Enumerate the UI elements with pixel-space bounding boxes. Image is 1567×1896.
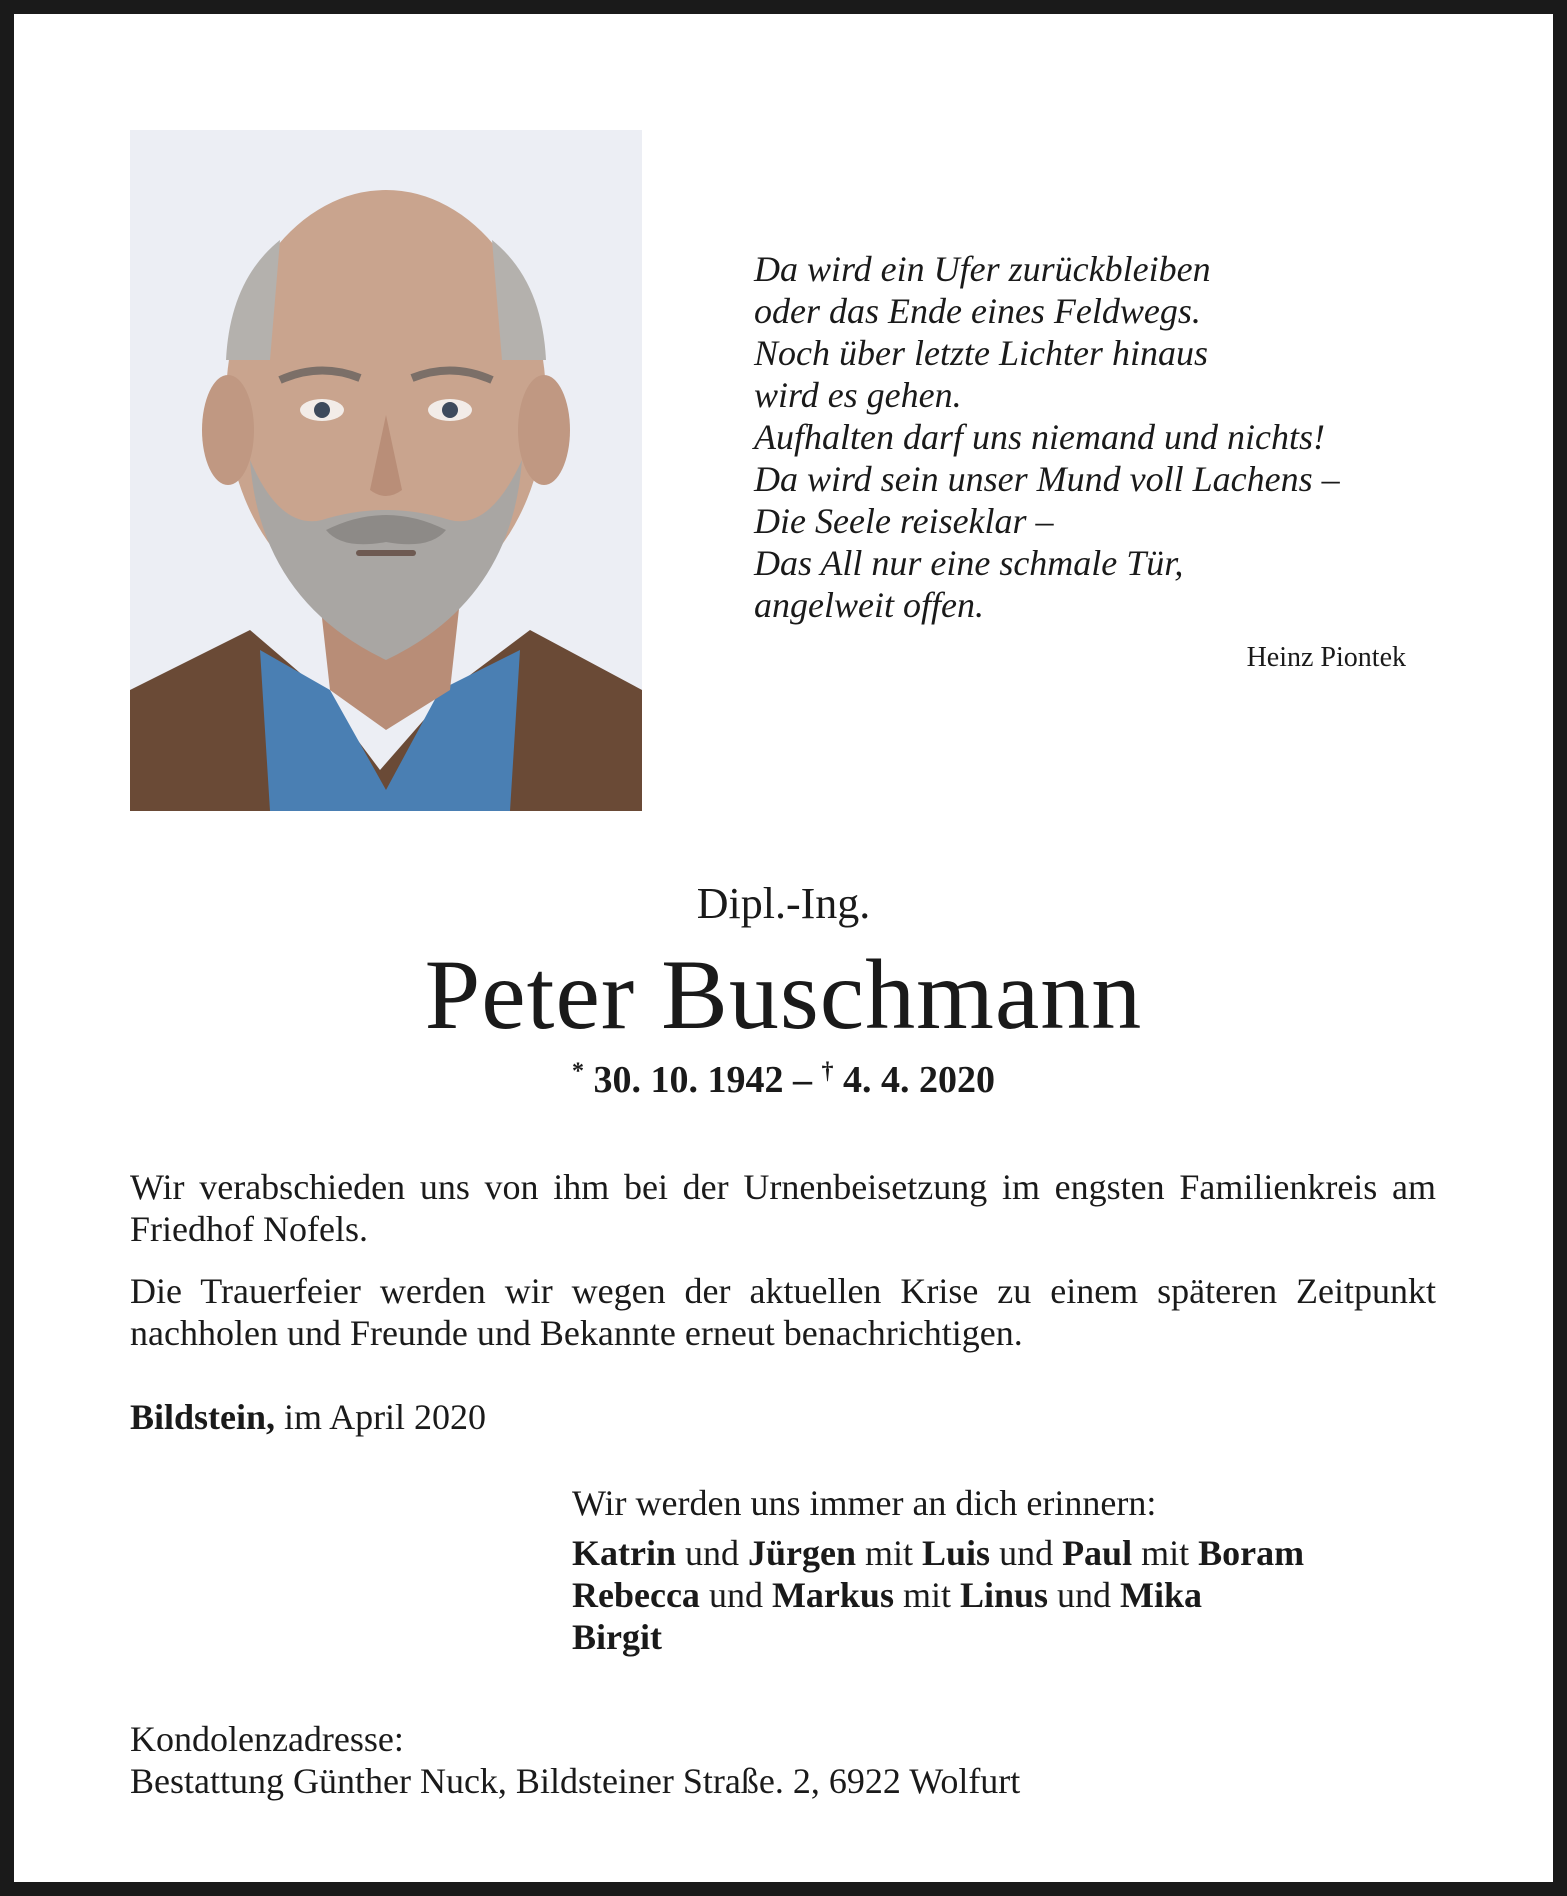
family-row — [572, 1532, 1452, 1574]
poem — [754, 248, 1454, 626]
address-label: Kondolenzadresse: — [130, 1719, 404, 1759]
birth-symbol: * — [572, 1058, 584, 1085]
place-date — [130, 1396, 486, 1438]
academic-title: Dipl.-Ing. — [696, 879, 871, 928]
burial-paragraph: Wir verabschieden uns von ihm bei der Urnenbeisetzung im engsten Familienkreis am Friedhof Nofels. — [130, 1167, 1436, 1249]
conjunction: mit — [856, 1533, 923, 1573]
poem-line: Das All nur eine schmale Tür, — [754, 543, 1184, 583]
poem-line: angelweit offen. — [754, 585, 984, 625]
conjunction: mit — [1132, 1533, 1199, 1573]
family-member: Rebecca — [572, 1575, 700, 1615]
poem-author: Heinz Piontek — [1246, 642, 1406, 673]
place-name: Bildstein, — [130, 1397, 276, 1437]
family-member: Birgit — [572, 1617, 662, 1657]
poem-line: Noch über letzte Lichter hinaus — [754, 333, 1208, 373]
date-separator: – — [793, 1059, 812, 1101]
family-member: Linus — [959, 1575, 1049, 1615]
memorial-paragraph: Die Trauerfeier werden wir wegen der aktuellen Krise zu einem späteren Zeitpunkt nachholen und Freunde und Bekannte erneut benachrichtigen. — [130, 1271, 1436, 1353]
address-line: Bestattung Günther Nuck, Bildsteiner Straße. 2, 6922 Wolfurt — [130, 1761, 1021, 1801]
family-member: Luis — [922, 1533, 991, 1573]
poem-line: wird es gehen. — [754, 375, 962, 415]
life-dates — [0, 1058, 1567, 1102]
family-member: Jürgen — [748, 1533, 856, 1573]
death-symbol: † — [821, 1058, 834, 1085]
poem-line: Da wird ein Ufer zurückbleiben — [754, 249, 1211, 289]
birth-date: 30. 10. 1942 — [593, 1059, 784, 1101]
family-member: Markus — [771, 1575, 894, 1615]
family-signature — [572, 1482, 1452, 1658]
family-row — [572, 1574, 1452, 1616]
conjunction: mit — [893, 1575, 960, 1615]
poem-line: Da wird sein unser Mund voll Lachens – — [754, 459, 1340, 499]
conjunction: und — [699, 1575, 772, 1615]
deceased-name: Peter Buschmann — [424, 939, 1143, 1050]
portrait-illustration — [130, 130, 642, 811]
family-member: Boram — [1198, 1533, 1305, 1573]
condolence-address — [130, 1718, 1436, 1802]
poem-line: Aufhalten darf uns niemand und nichts! — [754, 417, 1325, 457]
place-date-text: im April 2020 — [275, 1397, 487, 1437]
family-row — [572, 1616, 1452, 1658]
poem-line: oder das Ende eines Feldwegs. — [754, 291, 1201, 331]
family-intro: Wir werden uns immer an dich erinnern: — [572, 1483, 1157, 1523]
poem-line: Die Seele reiseklar – — [754, 501, 1054, 541]
conjunction: und — [1048, 1575, 1121, 1615]
conjunction: und — [676, 1533, 748, 1573]
family-member: Paul — [1062, 1533, 1133, 1573]
death-date: 4. 4. 2020 — [843, 1059, 995, 1101]
family-member: Katrin — [572, 1533, 676, 1573]
conjunction: und — [990, 1533, 1063, 1573]
family-member: Mika — [1120, 1575, 1203, 1615]
portrait-photo — [130, 130, 642, 811]
